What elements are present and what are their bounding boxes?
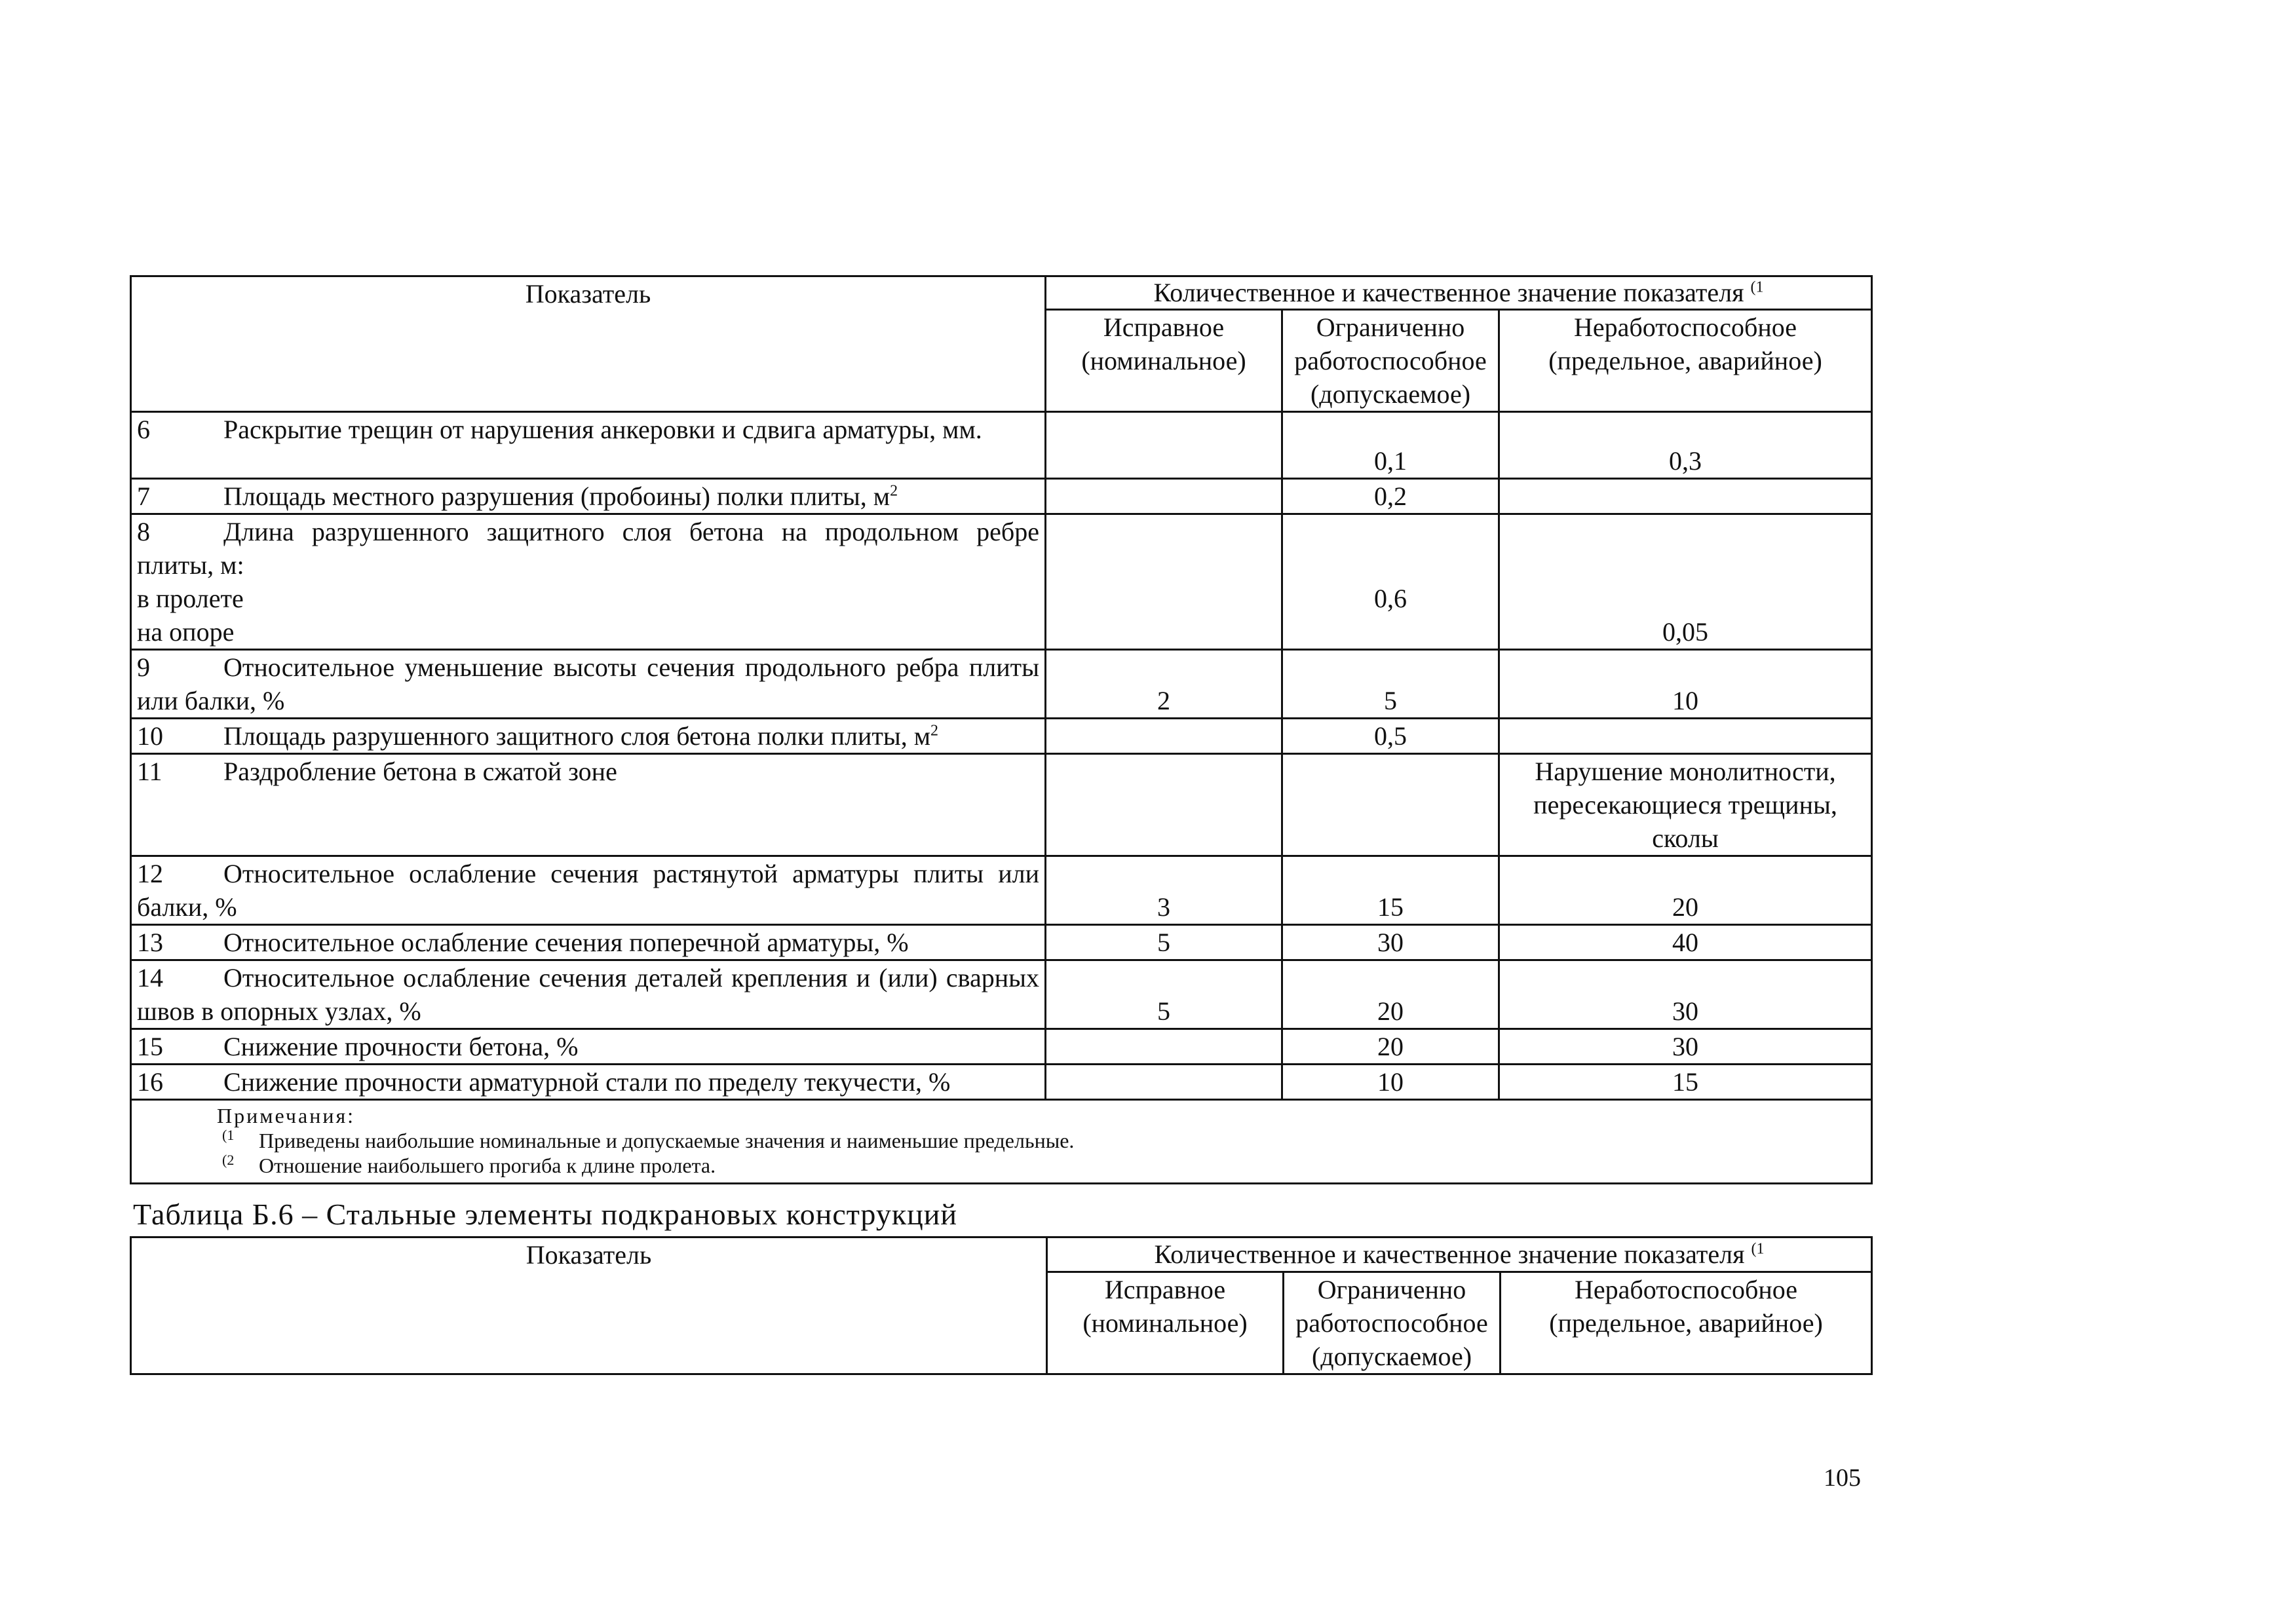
- row-number: 6: [137, 415, 150, 444]
- header-col-limited-line-2: работоспособное: [1294, 346, 1487, 375]
- row-number: 10: [137, 721, 163, 751]
- row-number: 13: [137, 928, 163, 957]
- row-number: 12: [137, 859, 163, 888]
- row-text: Площадь разрушенного защитного слоя бетона полки плиты, м: [223, 721, 931, 751]
- row-value-inoperable: Нарушение монолитности, пересекающиеся трещины, сколы: [1499, 754, 1872, 856]
- header-col-limited-line-3: (допускаемое): [1310, 379, 1471, 409]
- table-header-row: [131, 1237, 1872, 1272]
- row-value-inoperable: 40: [1499, 925, 1872, 960]
- page-number: 105: [1824, 1464, 1861, 1492]
- note-item: [137, 1153, 1866, 1178]
- row-value-limited: 0,5: [1282, 719, 1499, 754]
- header-col-limited-line-1: Ограниченно: [1316, 312, 1465, 342]
- row-value-limited: 20: [1282, 960, 1499, 1029]
- row-value-serviceable: 5: [1046, 960, 1282, 1029]
- header-col-limited: [1284, 1272, 1501, 1374]
- header-col-limited-line-2: работоспособное: [1295, 1308, 1488, 1338]
- row-value-inoperable: 10: [1499, 650, 1872, 719]
- row-sub-span: в пролете: [137, 584, 244, 613]
- row-indicator: [131, 412, 1046, 479]
- table-row: [131, 960, 1872, 1029]
- row-value-limited: 10: [1282, 1065, 1499, 1100]
- row-value-serviceable: [1046, 754, 1282, 856]
- steel-elements-table: [130, 1236, 1873, 1375]
- row-number: 8: [137, 517, 150, 546]
- row-indicator: [131, 1029, 1046, 1065]
- note-mark: (2: [222, 1152, 235, 1168]
- row-text: Снижение прочности бетона, %: [223, 1032, 579, 1061]
- note-text: Отношение наибольшего прогиба к длине пролета.: [259, 1154, 716, 1177]
- row-value-limited: 0,1: [1282, 412, 1499, 479]
- header-col-limited-line-3: (допускаемое): [1311, 1342, 1472, 1371]
- note-text: Приведены наибольшие номинальные и допускаемые значения и наименьшие предельные.: [259, 1129, 1075, 1152]
- row-value-limited: 5: [1282, 650, 1499, 719]
- row-indicator: [131, 479, 1046, 514]
- table-row: [131, 856, 1872, 925]
- header-indicator: Показатель: [131, 1237, 1047, 1374]
- header-col-inoperable-line-1: Неработоспособное: [1574, 1275, 1798, 1304]
- row-value-limited: 0,2: [1282, 479, 1499, 514]
- header-group-label: Количественное и качественное значение показателя: [1154, 1239, 1745, 1269]
- table-row: [131, 412, 1872, 479]
- row-text: Относительное уменьшение высоты сечения продольного ребра плиты или балки, %: [137, 652, 1039, 715]
- table-row: [131, 1065, 1872, 1100]
- row-value-inoperable: [1499, 719, 1872, 754]
- header-group: [1047, 1237, 1872, 1272]
- row-text: Относительное ослабление сечения растянутой арматуры плиты или балки, %: [137, 859, 1039, 922]
- row-superscript: 2: [890, 482, 898, 500]
- row-number: 9: [137, 652, 150, 682]
- row-superscript: 2: [930, 722, 939, 740]
- notes-row: [131, 1100, 1872, 1184]
- row-text: Относительное ослабление сечения поперечной арматуры, %: [223, 928, 909, 957]
- row-indicator: [131, 960, 1046, 1029]
- header-col-serviceable: [1046, 310, 1282, 412]
- table-caption: Таблица Б.6 – Стальные элементы подкрановых конструкций: [133, 1198, 958, 1231]
- note-item: [137, 1128, 1866, 1153]
- row-value-serviceable: 3: [1046, 856, 1282, 925]
- header-note-mark: (1: [1751, 1240, 1765, 1258]
- header-col-inoperable-line-2: (предельное, аварийное): [1549, 1308, 1823, 1338]
- row-value-inoperable: [1499, 479, 1872, 514]
- row-value-inoperable: 30: [1499, 1029, 1872, 1065]
- table-header-row: [131, 276, 1872, 310]
- row-indicator: [131, 514, 1046, 650]
- header-indicator: Показатель: [131, 276, 1046, 412]
- row-value-serviceable: [1046, 412, 1282, 479]
- row-value-inoperable: 0,05: [1499, 514, 1872, 650]
- notes-block: [131, 1100, 1872, 1184]
- header-col-limited: [1282, 310, 1499, 412]
- header-col-inoperable-line-1: Неработоспособное: [1573, 312, 1797, 342]
- row-value-limited: [1282, 754, 1499, 856]
- row-indicator: [131, 719, 1046, 754]
- table-row: [131, 479, 1872, 514]
- header-col-serviceable-line-2: (номинальное): [1081, 346, 1246, 375]
- deterioration-table: [130, 275, 1873, 1184]
- row-value-inoperable: 15: [1499, 1065, 1872, 1100]
- header-group-label: Количественное и качественное значение показателя: [1153, 278, 1744, 307]
- table-row: [131, 719, 1872, 754]
- row-number: 15: [137, 1032, 163, 1061]
- header-col-serviceable: [1047, 1272, 1284, 1374]
- row-text: Длина разрушенного защитного слоя бетона на продольном ребре плиты, м:: [137, 517, 1039, 580]
- row-value-limited: 30: [1282, 925, 1499, 960]
- header-group: [1046, 276, 1872, 310]
- row-number: 14: [137, 963, 163, 992]
- row-value-inoperable: 0,3: [1499, 412, 1872, 479]
- row-sub-support: на опоре: [137, 617, 235, 647]
- row-number: 7: [137, 482, 150, 511]
- header-col-inoperable: [1499, 310, 1872, 412]
- row-text: Раздробление бетона в сжатой зоне: [223, 757, 617, 786]
- table-row: [131, 650, 1872, 719]
- row-number: 11: [137, 757, 163, 786]
- row-value-serviceable: [1046, 514, 1282, 650]
- header-col-inoperable: [1501, 1272, 1872, 1374]
- row-text: Снижение прочности арматурной стали по пределу текучести, %: [223, 1067, 951, 1097]
- header-col-serviceable-line-1: Исправное: [1104, 1275, 1226, 1304]
- row-indicator: [131, 754, 1046, 856]
- row-value-serviceable: [1046, 1065, 1282, 1100]
- row-number: 16: [137, 1067, 163, 1097]
- header-col-limited-line-1: Ограниченно: [1317, 1275, 1466, 1304]
- row-value-serviceable: 5: [1046, 925, 1282, 960]
- header-col-inoperable-line-2: (предельное, аварийное): [1548, 346, 1822, 375]
- row-indicator: [131, 650, 1046, 719]
- row-value-serviceable: 2: [1046, 650, 1282, 719]
- header-note-mark: (1: [1750, 278, 1764, 296]
- row-value-serviceable: [1046, 1029, 1282, 1065]
- row-value-serviceable: [1046, 479, 1282, 514]
- row-text: Относительное ослабление сечения деталей крепления и (или) сварных швов в опорных узлах, %: [137, 963, 1039, 1026]
- row-value-inoperable: 30: [1499, 960, 1872, 1029]
- row-value-limited: 0,6: [1282, 514, 1499, 650]
- header-col-serviceable-line-2: (номинальное): [1082, 1308, 1248, 1338]
- table-row: [131, 514, 1872, 650]
- row-value-inoperable: 20: [1499, 856, 1872, 925]
- header-col-serviceable-line-1: Исправное: [1103, 312, 1225, 342]
- row-value-limited: 20: [1282, 1029, 1499, 1065]
- note-mark: (1: [222, 1127, 235, 1143]
- row-indicator: [131, 1065, 1046, 1100]
- table-row: [131, 1029, 1872, 1065]
- row-text: Раскрытие трещин от нарушения анкеровки и сдвига арматуры, мм.: [223, 415, 982, 444]
- notes-title: Примечания:: [217, 1104, 356, 1127]
- row-indicator: [131, 856, 1046, 925]
- row-value-serviceable: [1046, 719, 1282, 754]
- row-indicator: [131, 925, 1046, 960]
- table-row: [131, 754, 1872, 856]
- row-value-limited: 15: [1282, 856, 1499, 925]
- row-text: Площадь местного разрушения (пробоины) полки плиты, м: [223, 482, 890, 511]
- table-row: [131, 925, 1872, 960]
